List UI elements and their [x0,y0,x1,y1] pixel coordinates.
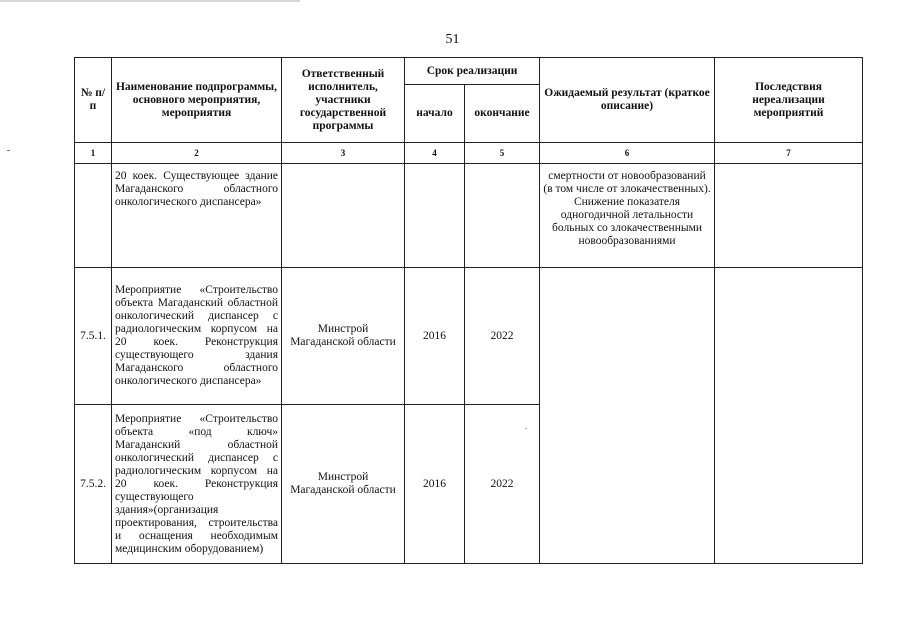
row-executor [282,164,405,268]
column-index-row [75,143,863,164]
scan-artifact-dot [7,150,10,151]
table-row [75,268,863,405]
merged-result-cell [540,268,715,564]
header-result: Ожидаемый результат (краткое описание) [540,58,715,143]
header-num: № п/п [75,58,112,143]
row-result: смертности от новообразований (в том числе от злокачественных). Снижение показателя одногодичной летальности больных со злокачественными новообразованиями [540,164,715,268]
row-num: 7.5.1. [75,268,112,405]
header-term: Срок реализации [405,58,540,85]
row-end: 2022 [465,405,540,564]
column-index: 4 [405,143,465,164]
program-table [74,57,863,564]
header-start: начало [405,85,465,143]
row-end [465,164,540,268]
row-name: Мероприятие «Строительство объекта «под ключ» Магаданский областной онкологический диспансер с радиологическим корпусом на 20 коек. Реконструкция существующего здания»(организация проектирования, строительства и оснащения необходимым медицинским оборудованием) [112,405,282,564]
row-num: 7.5.2. [75,405,112,564]
column-index: 6 [540,143,715,164]
row-executor: Минстрой Магаданской области [282,268,405,405]
header-end: окончание [465,85,540,143]
scan-top-rule [0,0,300,2]
row-name: Мероприятие «Строительство объекта Магаданский областной онкологический диспансер с радиологическим корпусом на 20 коек. Реконструкция существующего здания Магаданского областного онкологического диспансера» [112,268,282,405]
row-end: 2022 [465,268,540,405]
column-index: 3 [282,143,405,164]
row-executor: Минстрой Магаданской области [282,405,405,564]
merged-consequences-cell [715,268,863,564]
table-row [75,164,863,268]
row-name: 20 коек. Существующее здание Магаданского областного онкологического диспансера» [112,164,282,268]
row-consequences [715,164,863,268]
header-executor: Ответственный исполнитель, участники государственной программы [282,58,405,143]
column-index: 7 [715,143,863,164]
header-consequences: Последствия нереализации мероприятий [715,58,863,143]
page-number: 51 [445,32,460,47]
header-name: Наименование подпрограммы, основного мероприятия, мероприятия [112,58,282,143]
column-index: 5 [465,143,540,164]
row-start [405,164,465,268]
column-index: 2 [112,143,282,164]
column-index: 1 [75,143,112,164]
row-start: 2016 [405,405,465,564]
row-num [75,164,112,268]
row-start: 2016 [405,268,465,405]
